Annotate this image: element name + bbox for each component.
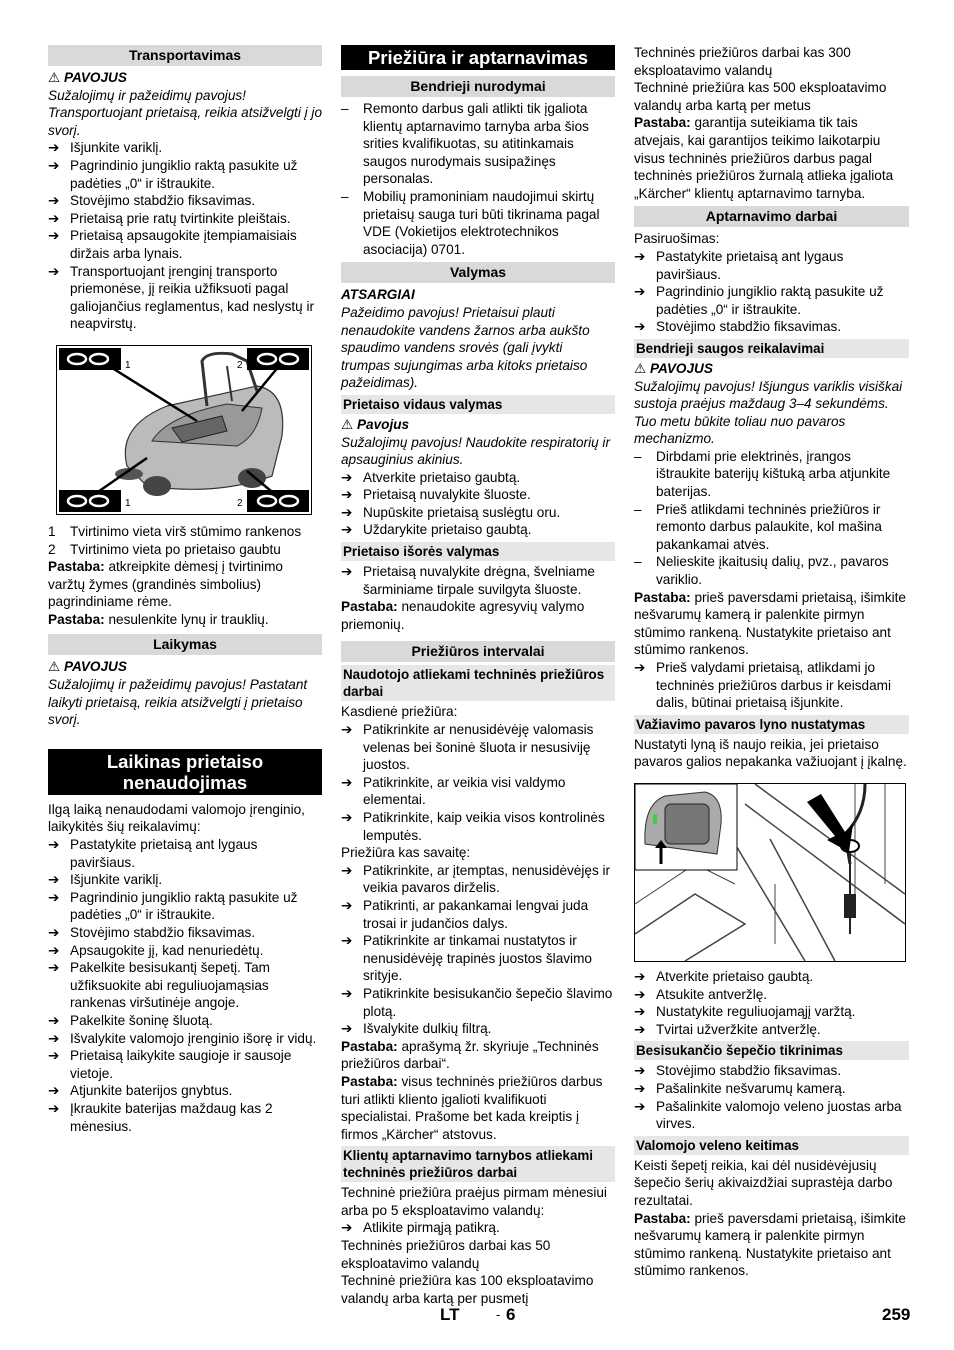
dash-marker: –	[634, 448, 642, 464]
paragraph: Nustatyti lyną iš naujo reikia, jei prietaiso pavaros galios nepakanka važiuojant į įkalnę.	[634, 736, 907, 770]
paragraph: Techninės priežiūros darbai kas 300 eksploatavimo valandų	[634, 45, 851, 78]
note: Pastaba: nenaudokite agresyvių valymo priemonių.	[341, 599, 585, 632]
dash-marker: –	[341, 101, 349, 116]
footer-subpage: 6	[506, 1305, 516, 1324]
dash-marker: –	[634, 554, 642, 570]
step-item: ➔ Pakelkite šoninę šluotą.	[48, 1012, 213, 1028]
warning-icon: ⚠	[48, 659, 61, 675]
step-item: ➔ Atverkite prietaiso gaubtą.	[634, 968, 814, 984]
column-3	[634, 44, 909, 1280]
step-item: ➔ Atlikite pirmąją patikrą.	[341, 1220, 500, 1236]
dash-marker: –	[341, 188, 349, 204]
arrow-icon: ➔	[48, 960, 60, 976]
arrow-icon: ➔	[48, 210, 60, 226]
sweeper-tiedown-illustration	[57, 346, 311, 514]
arrow-icon: ➔	[48, 193, 60, 209]
step-item: ➔ Prietaisą prie ratų tvirtinkite pleištais.	[48, 210, 291, 226]
arrow-icon: ➔	[341, 487, 353, 503]
arrow-icon: ➔	[48, 1030, 60, 1046]
dash-marker: –	[634, 501, 642, 517]
step-list	[634, 248, 909, 336]
figure-label: 2	[237, 359, 243, 371]
step-item: ➔ Patikrinti, ar pakankamai lengvai juda trosai ir judančios dalys.	[341, 897, 589, 931]
dash-item: – Remonto darbus gali atlikti tik įgaliota klientų aptarnavimo tarnyba arba šios srities kvalifikuotas, su atitinkamais saugos nurodymais susipažinęs personalas.	[341, 101, 589, 187]
step-item: ➔ Patikrinkite, ar veikia visi valdymo elementai.	[341, 774, 566, 808]
step-list	[341, 469, 615, 539]
warning-text: Sužalojimų ir pažeidimų pavojus! Pastatant laikyti prietaisą, reikia atsižvelgti į prietaiso svorį.	[48, 677, 308, 728]
note: Pastaba: prieš paversdami prietaisą, išimkite nešvarumų kamerą ir palenkite pirmyn stūmimo rankeną. Nustatykite prietaiso ant stūmimo rankenos.	[634, 589, 906, 658]
step-list	[341, 721, 615, 844]
step-list	[634, 968, 909, 1038]
step-item: ➔ Pagrindinio jungiklio raktą pasukite už padėties „0“ ir ištraukite.	[634, 284, 884, 317]
step-item: ➔ Stovėjimo stabdžio fiksavimas.	[48, 925, 256, 940]
arrow-icon: ➔	[341, 504, 353, 520]
arrow-icon: ➔	[634, 968, 646, 984]
figure-caption: 2 Tvirtinimo vieta po prietaiso gaubtu	[48, 541, 281, 557]
arrow-icon: ➔	[341, 1021, 353, 1037]
arrow-icon: ➔	[634, 284, 646, 300]
cable-adjustment-illustration	[635, 784, 905, 961]
caution-text: Pažeidimo pavojus! Prietaisui plauti nenaudokite vandens žarnos arba aukšto spaudimo vandens srovės (gali įvykti trumpas sujungimas arba kitoks prietaiso pažeidimas).	[341, 304, 590, 391]
subsection-heading-user: Naudotojo atliekami techninės priežiūros darbai	[341, 665, 615, 701]
arrow-icon: ➔	[48, 889, 60, 905]
step-item: ➔ Išjunkite variklį.	[48, 872, 163, 888]
section-heading-general: Bendrieji nurodymai	[341, 76, 615, 97]
subsection-heading-cable: Važiavimo pavaros lyno nustatymas	[634, 715, 909, 734]
paragraph: Kasdienė priežiūra:	[341, 704, 458, 720]
arrow-icon: ➔	[48, 1100, 60, 1116]
step-item: ➔ Transportuojant įrenginį transporto priemonėse, jį reikia užfiksuoti pagal galiojančius reglamentus, kad neslystų ir neapvirstų.	[48, 263, 315, 332]
caution-title: ATSARGIAI	[341, 287, 415, 303]
step-item: ➔ Prietaisą apsaugokite įtempiamaisiais diržais arba lynais.	[48, 228, 297, 261]
step-item: ➔ Nustatykite reguliuojamąjį varžtą.	[634, 1004, 856, 1020]
section-heading-maint-work: Aptarnavimo darbai	[634, 206, 909, 227]
step-item: ➔ Prietaisą laikykite saugioje ir sausoje vietoje.	[48, 1048, 292, 1081]
footer-language: LT	[440, 1305, 460, 1324]
section-heading-intervals: Priežiūros intervalai	[341, 641, 615, 662]
dash-item: – Dirbdami prie elektrinės, įrangos ištraukite baterijų kištuką arba atjunkite baterijas.	[634, 448, 891, 500]
step-item: ➔ Patikrinkite besisukančio šepečio šlavimo plotą.	[341, 985, 613, 1019]
arrow-icon: ➔	[48, 263, 60, 279]
subsection-heading-inside: Prietaiso vidaus valymas	[341, 395, 615, 414]
warning-text: Sužalojimų ir pažeidimų pavojus! Transportuojant prietaisą, reikia atsižvelgti į jo svorį.	[48, 87, 323, 138]
step-item: ➔ Pakelkite besisukantį šepetį. Tam užfiksuokite abi reguliuojamąsias rankenas viršutinėje angoje.	[48, 960, 270, 1011]
section-heading-storage: Laikymas	[48, 634, 322, 655]
step-item: ➔ Patikrinkite ar tinkamai nustatytos ir nenusidėvėję trapinės juostos šlavimo srityje.	[341, 933, 592, 984]
dash-item: – Prieš atlikdami techninės priežiūros ir remonto darbus palaukite, kol mašina pakankamai atvės.	[634, 501, 882, 552]
step-item: ➔ Pašalinkite valomojo veleno juostas arba virves.	[634, 1098, 902, 1132]
step-item: ➔ Prietaisą nuvalykite drėgna, švelniame šarminiame tirpale suvilgyta šluoste.	[341, 564, 595, 597]
step-item: ➔ Įkraukite baterijas maždaug kas 2 mėnesius.	[48, 1100, 273, 1134]
arrow-icon: ➔	[48, 1048, 60, 1064]
arrow-icon: ➔	[634, 660, 646, 675]
paragraph: Techninės priežiūros darbai kas 50 eksploatavimo valandų	[341, 1238, 551, 1271]
arrow-icon: ➔	[634, 1004, 646, 1020]
figure-label: 1	[125, 359, 131, 371]
dash-list	[341, 100, 615, 258]
figure-label: 2	[237, 497, 243, 509]
step-item: ➔ Patikrinkite ar nenusidėvėję valomasis velenas bei šoninė šluota ir nesusiviję juostos.	[341, 722, 594, 773]
warning-title: ⚠ PAVOJUS	[48, 659, 127, 675]
step-item: ➔ Uždarykite prietaiso gaubtą.	[341, 522, 532, 538]
note: Pastaba: atkreipkite dėmesį į tvirtinimo varžtų žymes (grandinės simbolius) pagrindiniame rėme.	[48, 559, 283, 610]
arrow-icon: ➔	[48, 157, 60, 173]
arrow-icon: ➔	[48, 942, 60, 958]
arrow-icon: ➔	[341, 985, 353, 1001]
warning-title: ⚠ PAVOJUS	[48, 70, 127, 85]
chain-icon	[59, 348, 121, 370]
step-item: ➔ Pastatykite prietaisą ant lygaus paviršiaus.	[48, 837, 258, 870]
subsection-heading-safety: Bendrieji saugos reikalavimai	[634, 339, 909, 358]
step-list	[634, 1062, 909, 1132]
arrow-icon: ➔	[341, 522, 353, 538]
step-item: ➔ Pašalinkite nešvarumų kamerą.	[634, 1080, 846, 1096]
arrow-icon: ➔	[48, 1083, 60, 1099]
note: Pastaba: aprašymą žr. skyriuje „Techninės priežiūros darbai“.	[341, 1038, 599, 1072]
subsection-heading-service: Klientų aptarnavimo tarnybos atliekami techninės priežiūros darbai	[341, 1146, 615, 1182]
warning-icon: ⚠	[634, 360, 647, 376]
arrow-icon: ➔	[48, 228, 60, 244]
step-item: ➔ Atverkite prietaiso gaubtą.	[341, 469, 521, 485]
column-2	[341, 44, 615, 1307]
arrow-icon: ➔	[341, 564, 353, 580]
subsection-heading-brush: Besisukančio šepečio tikrinimas	[634, 1041, 909, 1060]
arrow-icon: ➔	[634, 1080, 646, 1096]
dash-item: – Mobilių pramoniniam naudojimui skirtų prietaisų sauga turi būti tikrinama pagal VDE (Vokietijos elektrotechnikos asociacija) 0701.	[341, 188, 600, 257]
subsection-heading-outside: Prietaiso išorės valymas	[341, 542, 615, 561]
arrow-icon: ➔	[48, 925, 60, 940]
step-item: ➔ Tvirtai užveržkite antveržlę.	[634, 1021, 821, 1037]
dash-list	[634, 448, 909, 589]
paragraph: Ilgą laiką nenaudodami valomojo įrenginio, laikykitės šių reikalavimų:	[48, 801, 305, 835]
step-item: ➔ Išvalykite dulkių filtrą.	[341, 1021, 492, 1037]
arrow-icon: ➔	[634, 248, 646, 264]
arrow-icon: ➔	[341, 469, 353, 485]
note: Pastaba: nesulenkite lynų ir trauklių.	[48, 611, 269, 627]
step-item: ➔ Apsaugokite jį, kad nenuriedėtų.	[48, 942, 264, 958]
chapter-heading-disuse: Laikinas prietaiso nenaudojimas	[48, 749, 322, 795]
arrow-icon: ➔	[341, 1220, 353, 1236]
arrow-icon: ➔	[634, 319, 646, 335]
note: Pastaba: garantija suteikiama tik tais atvejais, kai garantijos teikimo laikotarpiu visus techninės priežiūros darbus pagal techninės priežiūros žurnalą atlieka įgaliota „Kärcher“ klientų aptarnavimo tarnyba.	[634, 115, 894, 201]
step-item: ➔ Prietaisą nuvalykite šluoste.	[341, 487, 531, 503]
chain-icon	[247, 490, 309, 512]
dash-item: – Nelieskite įkaitusių dalių, pvz., pavaros variklio.	[634, 554, 889, 588]
note: Pastaba: visus techninės priežiūros darbus turi atlikti kliento įgalioti kvalifikuoti specialistai. Prašome bet kada kreiptis į firmos „Kärcher“ atstovus.	[341, 1073, 603, 1142]
warning-text: Sužalojimų pavojus! Išjungus variklis visiškai sustoja praėjus maždaug 3–4 sekundėms. Tuo metu būkite toliau nuo pavaros mechanizmo.	[634, 378, 903, 447]
cable-figure	[634, 783, 906, 962]
step-item: ➔ Nupūskite prietaisą suslėgtu oru.	[341, 504, 561, 520]
arrow-icon: ➔	[48, 872, 60, 888]
column-1	[48, 44, 322, 1135]
paragraph: Techninė priežiūra kas 100 eksploatavimo valandų arba kartą per pusmetį	[341, 1273, 594, 1306]
arrow-icon: ➔	[341, 862, 353, 878]
warning-title: ⚠ PAVOJUS	[634, 360, 713, 376]
step-item: ➔ Pastatykite prietaisą ant lygaus paviršiaus.	[634, 248, 844, 282]
arrow-icon: ➔	[634, 1021, 646, 1037]
step-item: ➔ Stovėjimo stabdžio fiksavimas.	[48, 193, 256, 209]
step-item: ➔ Prieš valydami prietaisą, atlikdami jo techninės priežiūros darbus ir keisdami dalis, būtinai prietaisą išjunkite.	[634, 660, 891, 711]
arrow-icon: ➔	[634, 1063, 646, 1079]
step-item: ➔ Pagrindinio jungiklio raktą pasukite už padėties „0“ ir ištraukite.	[48, 889, 298, 923]
arrow-icon: ➔	[48, 837, 60, 853]
figure-caption: 1 Tvirtinimo vieta virš stūmimo rankenos	[48, 523, 302, 539]
step-list	[48, 139, 322, 333]
arrow-icon: ➔	[634, 1098, 646, 1114]
arrow-icon: ➔	[341, 897, 353, 913]
paragraph: Techninė priežiūra kas 500 eksploatavimo valandų arba kartą per metus	[634, 80, 887, 113]
arrow-icon: ➔	[341, 722, 353, 738]
step-item: ➔ Patikrinkite, kaip veikia visos kontrolinės lemputės.	[341, 810, 605, 843]
paragraph: Keisti šepetį reikia, kai dėl nusidėvėjusių šepečio šerių akivaizdžiai suprastėja darbo rezultatai.	[634, 1157, 893, 1208]
chain-icon	[59, 490, 121, 512]
figure-label: 1	[125, 497, 131, 509]
step-list	[48, 836, 322, 1135]
transport-figure	[56, 345, 312, 515]
arrow-icon: ➔	[48, 140, 60, 156]
subsection-heading-roller: Valomojo veleno keitimas	[634, 1136, 909, 1155]
step-item: ➔ Patikrinkite, ar įtemptas, nenusidėvėjęs ir veikia pavaros dirželis.	[341, 862, 611, 896]
chain-icon	[247, 348, 309, 370]
step-list	[341, 563, 615, 598]
note: Pastaba: prieš paversdami prietaisą, išimkite nešvarumų kamerą ir palenkite pirmyn stūmimo rankeną. Nustatykite prietaiso ant stūmimo rankenos.	[634, 1210, 906, 1279]
arrow-icon: ➔	[341, 810, 353, 825]
chapter-heading-maintenance: Priežiūra ir aptarnavimas	[341, 45, 615, 70]
warning-icon: ⚠	[341, 416, 354, 432]
paragraph: Priežiūra kas savaitę:	[341, 845, 471, 861]
arrow-icon: ➔	[634, 986, 646, 1002]
step-item: ➔ Išvalykite valomojo įrenginio išorę ir vidų.	[48, 1030, 317, 1046]
warning-text: Sužalojimų pavojus! Naudokite respiratorių ir apsauginius akinius.	[341, 434, 610, 468]
warning-icon: ⚠	[48, 70, 61, 85]
paragraph: Pasiruošimas:	[634, 231, 720, 247]
step-item: ➔ Stovėjimo stabdžio fiksavimas.	[634, 1063, 842, 1079]
arrow-icon: ➔	[341, 774, 353, 790]
step-item: ➔ Stovėjimo stabdžio fiksavimas.	[634, 319, 842, 335]
step-item: ➔ Išjunkite variklį.	[48, 140, 163, 156]
paragraph: Techninė priežiūra praėjus pirmam mėnesiui arba po 5 eksploatavimo valandų:	[341, 1185, 607, 1218]
step-item: ➔ Pagrindinio jungiklio raktą pasukite už padėties „0“ ir ištraukite.	[48, 157, 298, 191]
step-list	[341, 862, 615, 1038]
section-heading-transport: Transportavimas	[48, 45, 322, 66]
arrow-icon: ➔	[341, 933, 353, 949]
warning-title: ⚠ Pavojus	[341, 416, 410, 432]
arrow-icon: ➔	[48, 1012, 60, 1028]
section-heading-cleaning: Valymas	[341, 262, 615, 283]
page-number: 259	[882, 1305, 911, 1324]
step-item: ➔ Atsukite antveržlę.	[634, 986, 768, 1002]
footer-separator: -	[496, 1307, 501, 1322]
step-item: ➔ Atjunkite baterijos gnybtus.	[48, 1083, 233, 1099]
